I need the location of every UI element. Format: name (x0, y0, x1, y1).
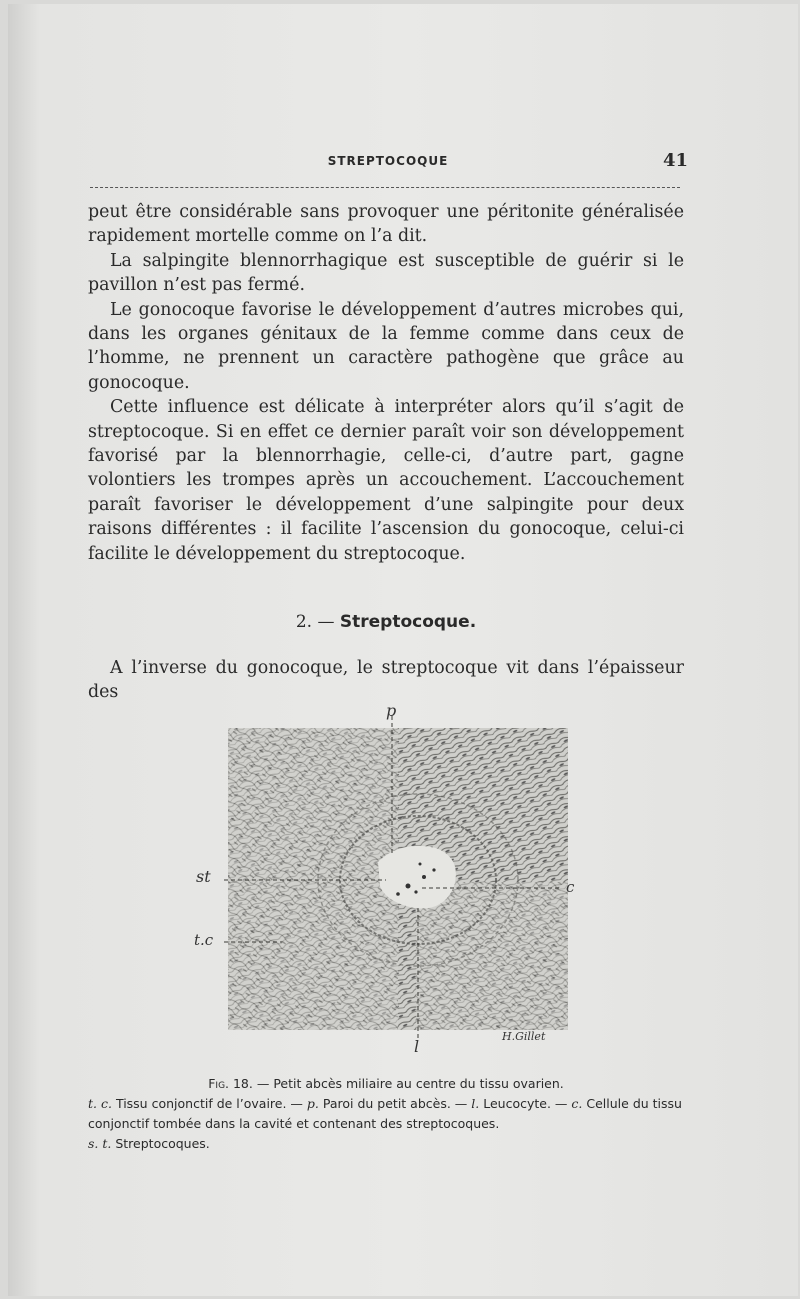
histology-illustration (186, 702, 598, 1054)
label-p: p (386, 702, 397, 720)
artist-signature: H.Gillet (502, 1030, 546, 1043)
label-c: c (566, 878, 575, 896)
page-number: 41 (662, 150, 688, 171)
figure-label: Fig. 18. (208, 1076, 253, 1091)
legend-st: Streptocoques. (115, 1136, 210, 1151)
legend-key-p: p. (306, 1096, 319, 1111)
figure-caption (88, 1074, 684, 1154)
legend-p: Paroi du petit abcès. — (322, 1096, 468, 1111)
running-title: STREPTOCOQUE (327, 154, 449, 168)
section-number: 2. — (295, 612, 335, 632)
figure-18 (186, 702, 598, 1054)
figure-title: — Petit abcès miliaire au centre du tissu ovarien. (256, 1076, 564, 1091)
paragraph-3: Le gonocoque favorise le développement d’autres microbes qui, dans les organes génitaux de la femme comme dans ceux de l’homme, ne prennent un caractère pathogène que grâce au gonocoque. (88, 299, 684, 393)
page-header (88, 150, 688, 174)
paragraph-2: La salpingite blennorrhagique est susceptible de guérir si le pavillon n’est pas fermé. (88, 250, 684, 296)
label-tc: t.c (194, 931, 214, 949)
caption-legend (88, 1094, 684, 1154)
section-title: Streptocoque. (339, 612, 477, 632)
legend-key-tc: t. c. (88, 1096, 112, 1111)
label-l: l (414, 1037, 420, 1054)
legend-key-st: s. t. (88, 1136, 112, 1151)
legend-c: Cellule du tissu conjonctif tombée dans la cavité et contenant des streptocoques. (88, 1096, 682, 1131)
body-text (88, 200, 684, 566)
paragraph-1: peut être considérable sans provoquer une péritonite généralisée rapidement mortelle comme on l’a dit. (88, 202, 684, 247)
book-page (8, 4, 798, 1296)
legend-l: Leucocyte. — (483, 1096, 568, 1111)
paragraph-4: Cette influence est délicate à interpréter alors qu’il s’agit de streptocoque. Si en effet ce dernier paraît voir son développement favorisé par la blennorrhagie, celle-ci, d’autre part, gagne volontiers les trompes après un accouchement. L’accouchement paraît favoriser le développement d’une salpingite pour deux raisons différentes : il facilite l’ascension du gonocoque, celui-ci facilite le développement du streptocoque. (88, 397, 684, 564)
header-rule (90, 187, 680, 188)
section-heading (88, 612, 684, 632)
legend-tc: Tissu conjonctif de l’ovaire. — (115, 1096, 303, 1111)
label-st: st (196, 867, 211, 886)
paragraph-5: A l’inverse du gonocoque, le streptocoque vit dans l’épaisseur des (88, 658, 684, 702)
legend-key-c: c. (571, 1096, 583, 1111)
caption-title (88, 1074, 684, 1094)
legend-key-l: l. (471, 1096, 480, 1111)
